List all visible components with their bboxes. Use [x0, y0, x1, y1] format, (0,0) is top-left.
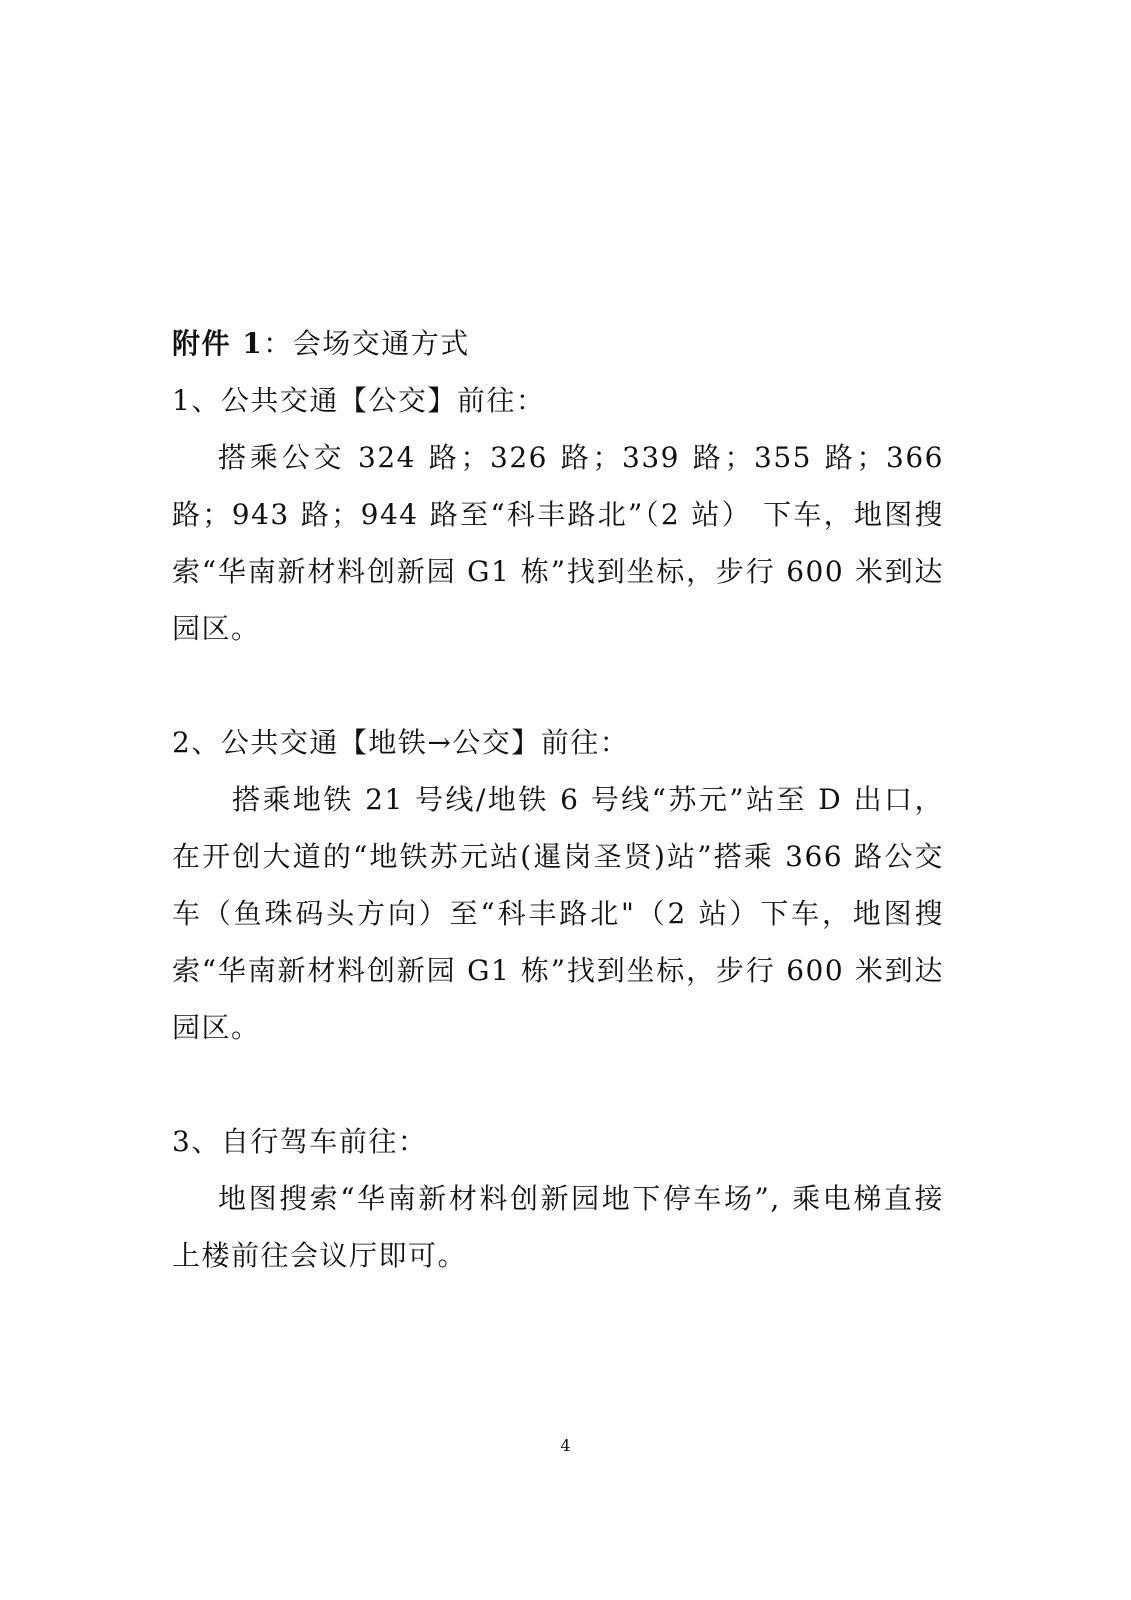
attachment-title: ：会场交通方式: [263, 327, 470, 360]
section-title-drive: 3、自行驾车前往：: [172, 1125, 428, 1158]
section-title-metro: 2、公共交通【地铁→公交】前往：: [172, 726, 630, 759]
paragraph-spacer: [172, 657, 944, 714]
section-title-bus: 1、公共交通【公交】前往：: [172, 384, 546, 417]
paragraph-spacer: [172, 1056, 944, 1113]
section-body-metro: 搭乘地铁 21 号线/地铁 6 号线“苏元”站至 D 出口，在开创大道的“地铁苏元站(暹岗圣贤)站”搭乘 366 路公交车（鱼珠码头方向）至“科丰路北"（2 站）下车，地图搜索“华南新材料创新园 G1 栋”找到坐标，步行 600 米到达园区。: [172, 783, 944, 1044]
section-body-drive: 地图搜索“华南新材料创新园地下停车场”, 乘电梯直接上楼前往会议厅即可。: [172, 1182, 944, 1272]
attachment-heading: [172, 315, 944, 372]
attachment-label: 附件 1: [172, 327, 264, 360]
section-body-bus: 搭乘公交 324 路；326 路；339 路；355 路；366 路；943 路；944 路至“科丰路北”（2 站） 下车，地图搜索“华南新材料创新园 G1 栋”找到坐标，步行 600 米到达园区。: [172, 441, 944, 645]
document-body: [172, 315, 944, 1284]
page-number: 4: [560, 1436, 571, 1455]
